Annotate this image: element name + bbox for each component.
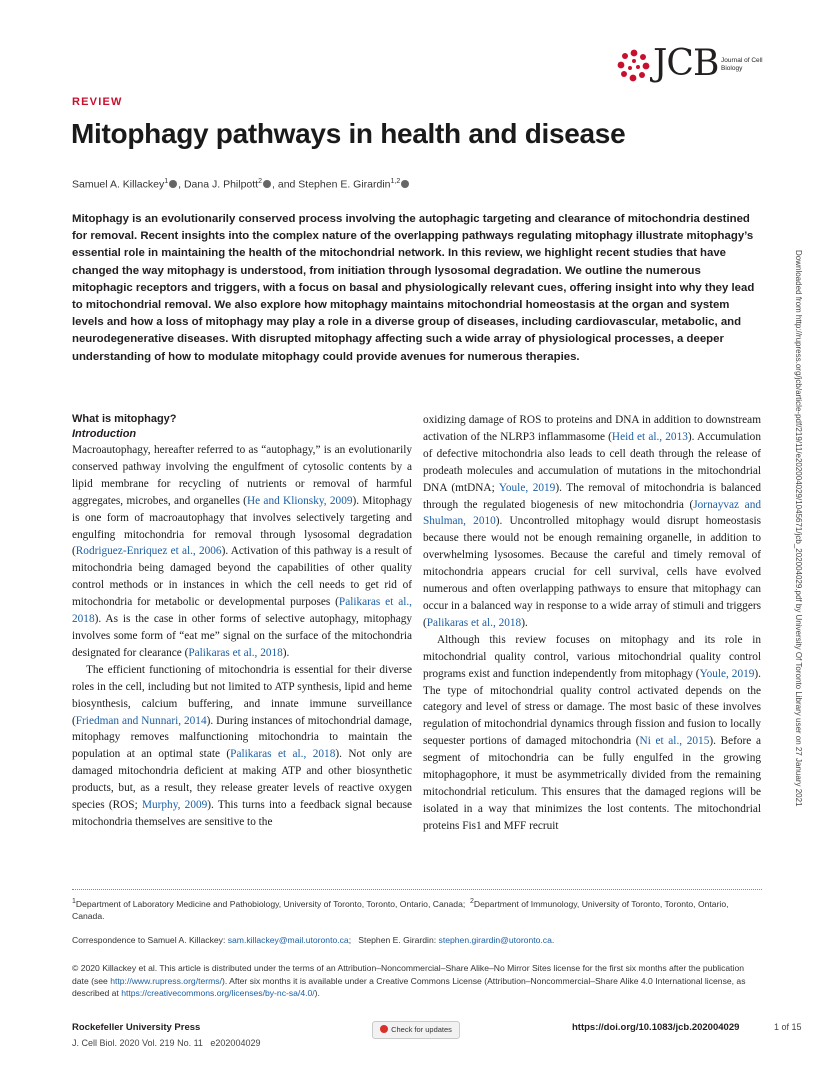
citation-link[interactable]: Heid et al., 2013	[611, 430, 688, 443]
check-for-updates-button[interactable]	[372, 1021, 460, 1039]
author-affiliation-sup: 1	[164, 178, 169, 185]
author-list	[72, 178, 410, 191]
citation-link[interactable]: He and Klionsky, 2009	[246, 494, 353, 507]
jcb-logo-icon	[617, 48, 651, 82]
author-name[interactable]: Dana J. Philpott	[183, 178, 259, 191]
author-name[interactable]: Samuel A. Killackey	[72, 178, 165, 191]
author-affiliation-sup: 2	[258, 178, 263, 185]
orcid-icon[interactable]	[169, 180, 177, 188]
correspondence-label: Correspondence to Samuel A. Killackey:	[72, 935, 228, 945]
article-type-label: REVIEW	[72, 96, 123, 108]
email-link[interactable]: sam.killackey@mail.utoronto.ca	[227, 935, 349, 945]
terms-link[interactable]: http://www.rupress.org/terms/	[110, 975, 222, 986]
subsection-heading: Introduction	[72, 428, 137, 440]
affiliation-1: Department of Laboratory Medicine and Pathobiology, University of Toronto, Toronto, Ontario, Canada;	[75, 898, 466, 909]
citation-link[interactable]: Palikaras et al., 2018	[230, 748, 336, 761]
citation-link[interactable]: Friedman and Nunnari, 2014	[75, 714, 207, 727]
paragraph: Although this review focuses on mitophagy and its role in mitochondrial quality control, various mitochondrial quality control programs exist and function independently from mitophagy (Youle, 2019). The type of mitochondrial quality control activated depends on the category and level of stress or damage. The most basic of these involves regulation of mitochondrial dynamics through fission and fusion to locally sequester portions of damaged mitochondria (Ni et al., 2015). Before a segment of mitochondria can be fully engulfed in the growing mitophagophore, it must be asymmetrically divided from the remaining mitochondrial reticulum. This ensures that the damaged regions will be isolated in a way that minimizes the lost contents. The mitochondrial proteins Fis1 and MFF recruit	[423, 633, 761, 832]
affiliation-sup: 1	[72, 898, 76, 905]
citation-link[interactable]: Youle, 2019	[699, 667, 755, 680]
body-column-right	[423, 412, 761, 835]
email-link[interactable]: stephen.girardin@utoronto.ca	[438, 935, 552, 945]
affiliation-2: Department of Immunology, University of Toronto, Toronto, Ontario, Canada.	[72, 898, 729, 922]
citation-link[interactable]: Youle, 2019	[498, 481, 556, 494]
doi-link[interactable]: https://doi.org/10.1083/jcb.202004029	[572, 1022, 740, 1033]
paragraph: Macroautophagy, hereafter referred to as “autophagy,” is an evolutionarily conserved pathway involving the engulfment of cytosolic contents by a lipid membrane for recycling of nutrients or removal of harmful aggregates, microbes, and organelles (He and Klionsky, 2009). Mitophagy is one form of macroautophagy that involves selectively targeting and engulfing mitochondria for removal through lysosomal degradation (Rodriguez-Enriquez et al., 2006). Activation of this pathway is a result of mitochondria being damaged beyond the capabilities of other quality control methods or in instances in which the cell needs to get rid of mitochondria for metabolic or developmental purposes (Palikaras et al., 2018). As is the case in other forms of selective autophagy, mitophagy involves some form of “eat me” signal on the surface of the mitochondria designated for clearance (Palikaras et al., 2018).	[72, 444, 412, 659]
download-watermark: Downloaded from http://rupress.org/jcb/article-pdf/219/11/e202004029/1045671/jcb_202004029.pdf by University Of Toronto Library user on 27 January 2021	[794, 250, 803, 807]
journal-logo-text: JCB	[653, 43, 719, 84]
citation-link[interactable]: Ni et al., 2015	[639, 735, 710, 748]
body-column-left	[72, 412, 412, 831]
page-number: 1 of 15	[774, 1022, 802, 1032]
orcid-icon[interactable]	[263, 180, 271, 188]
citation-link[interactable]: Palikaras et al., 2018	[188, 646, 283, 659]
publisher-name: Rockefeller University Press	[72, 1022, 201, 1033]
journal-logo	[617, 40, 767, 88]
abstract: Mitophagy is an evolutionarily conserved process involving the autophagic targeting and clearance of mitochondria destined for removal. Recent insights into the complex nature of the overlapping pathways regulating mitophagy illustrate mitophagy’s essential role in maintaining the health of the mitochondrial network. In this review, we highlight recent studies that have changed the way mitophagy is understood, from initiation through lysosomal degradation. We outline the numerous mitophagic receptors and triggers, with a focus on basal and physiologically relevant cues, offering insight into why they lead to mitochondrial removal. We also explore how mitophagy maintains mitochondrial homeostasis at the organ and system levels and how a loss of mitophagy may play a role in a diverse group of diseases, including cardiovascular, metabolic, and neurodegenerative diseases. With disrupted mitophagy affecting such a wide array of physiological processes, a deeper understanding of how to modulate mitophagy could provide avenues for numerous therapies.	[72, 213, 755, 363]
license-notice: © 2020 Killackey et al. This article is distributed under the terms of an Attribution–Noncommercial–Share Alike–No Mirror Sites license for the first six months after the publication date (see http://www.rupress.org/terms/). After six months it is available under a Creative Commons License (Attribution–Noncommercial–Share Alike 4.0 International license, as described at https://creativecommons.org/licenses/by-nc-sa/4.0/).	[72, 963, 746, 998]
citation-link[interactable]: Palikaras et al., 2018	[72, 596, 412, 626]
author-separator: , and	[272, 178, 299, 191]
section-heading: What is mitophagy?	[72, 413, 177, 425]
citation-link[interactable]: Jornayvaz and Shulman, 2010	[423, 498, 761, 528]
author-name[interactable]: Stephen E. Girardin	[298, 178, 391, 191]
journal-citation: J. Cell Biol. 2020 Vol. 219 No. 11 e202004029	[72, 1038, 261, 1048]
citation-link[interactable]: Murphy, 2009	[141, 799, 208, 812]
paragraph: oxidizing damage of ROS to proteins and DNA in addition to downstream activation of the NLRP3 inflammasome (Heid et al., 2013). Accumulation of defective mitochondria also leads to cell death through the release of prodeath molecules and accumulation of mutations in the mitochondrial DNA (mtDNA; Youle, 2019). The removal of mitochondria is balanced through the regulated biogenesis of new mitochondria (Jornayvaz and Shulman, 2010). Uncontrolled mitophagy would disrupt homeostasis because there would not be enough remaining organelle, in addition to overwhelming lysosomes. Because the careful and timely removal of mitochondria appears crucial for cell survival, cells have evolved numerous and often overlapping pathways to ensure that mitophagy can occur in a balanced way in response to a wide array of stimuli and triggers (Palikaras et al., 2018).	[423, 414, 761, 629]
paragraph: The efficient functioning of mitochondria is essential for their diverse roles in the cell, including but not limited to ATP synthesis, lipid and heme biosynthesis, calcium buffering, and innate immune surveillance (Friedman and Nunnari, 2014). During instances of mitochondrial damage, mitophagy removes malfunctioning mitochondria to maintain the population at an optimal state (Palikaras et al., 2018). Not only are damaged mitochondria deficient at making ATP and other biosynthetic products, but, as a result, they release greater levels of reactive oxygen species (ROS; Murphy, 2009). This turns into a feedback signal because mitochondria themselves are sensitive to the	[72, 663, 413, 828]
affiliation-sup: 2	[470, 898, 474, 905]
journal-logo-subtitle: Journal of Cell Biology	[721, 57, 763, 72]
license-link[interactable]: https://creativecommons.org/licenses/by-nc-sa/4.0/	[121, 988, 315, 998]
author-separator: ,	[178, 178, 184, 191]
orcid-icon[interactable]	[401, 180, 409, 188]
check-for-updates-label: Check for updates	[391, 1025, 452, 1034]
article-title: Mitophagy pathways in health and disease	[71, 118, 626, 149]
affiliations	[72, 896, 762, 923]
update-icon	[380, 1025, 388, 1033]
footnote-divider	[72, 889, 762, 890]
citation-link[interactable]: Rodriguez-Enriquez et al., 2006	[75, 545, 222, 558]
correspondence-label: ; Stephen E. Girardin:	[348, 935, 439, 945]
citation-link[interactable]: Palikaras et al., 2018	[426, 616, 522, 629]
correspondence: Correspondence to Samuel A. Killackey: sam.killackey@mail.utoronto.ca; Stephen E. Girardin: stephen.girardin@utoronto.ca.	[72, 935, 555, 945]
author-affiliation-sup: 1,2	[390, 178, 401, 185]
